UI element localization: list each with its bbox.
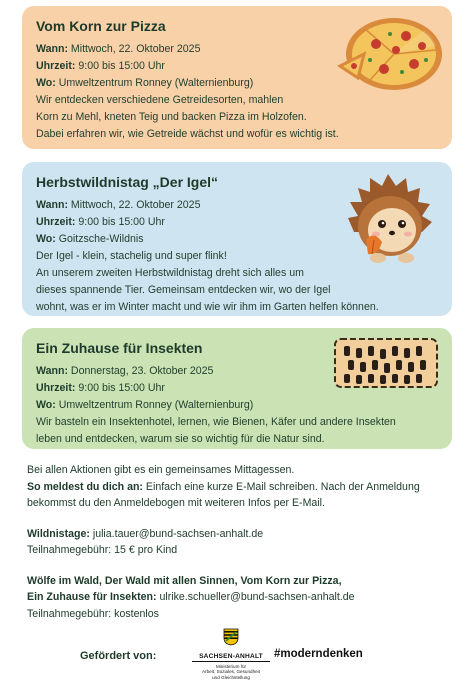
info-section [27,462,454,622]
wildnistage-contact: Wildnistage: julia.tauer@bund-sachsen-anhalt.de [27,527,264,540]
hedgehog-illustration [344,170,434,266]
event-card-pizza [22,6,452,149]
event-location: Wo: Umweltzentrum Ronney (Walternienburg) [36,399,254,411]
wild-email[interactable]: julia.tauer@bund-sachsen-anhalt.de [89,527,264,540]
insect-hotel-illustration [334,338,438,388]
logo-subtitle: Ministerium für Arbeit, Soziales, Gesundheit und Gleichstellung [202,664,260,680]
event-time: Uhrzeit: 9:00 bis 15:00 Uhr [36,60,165,72]
other-events-contact: Ein Zuhause für Insekten: ulrike.schueller@bund-sachsen-anhalt.de [27,591,355,603]
event-location: Wo: Umweltzentrum Ronney (Walternienburg) [36,77,254,89]
coat-of-arms-icon [223,628,239,646]
registration-info: So meldest du dich an: Einfach eine kurze E-Mail schreiben. Nach der Anmeldung [27,480,420,493]
registration-info-2: bekommst du den Anmeldebogen mit weiteren Infos per E-Mail. [27,497,325,509]
event-card-hedgehog [22,162,452,316]
lunch-note: Bei allen Aktionen gibt es ein gemeinsames Mittagessen. [27,464,295,476]
event-time: Uhrzeit: 9:00 bis 15:00 Uhr [36,382,165,394]
event-title: Vom Korn zur Pizza [36,18,166,34]
event-description: Der Igel - klein, stachelig und super flink! An unserem zweiten Herbstwildnistag dreht sich alles um dieses spannende Tier. Gemeinsam entdecken wir, wo der Igel wohnt, was er im Winter macht und wie wir ihm im Garten helfen können. [36,250,379,313]
event-title: Ein Zuhause für Insekten [36,340,203,356]
event-date: Wann: Mittwoch, 22. Oktober 2025 [36,43,201,55]
other-email[interactable]: ulrike.schueller@bund-sachsen-anhalt.de [156,591,355,603]
hashtag: #moderndenken [274,648,363,660]
event-title: Herbstwildnistag „Der Igel“ [36,174,219,190]
other-events-label: Wölfe im Wald, Der Wald mit allen Sinnen, Vom Korn zur Pizza, [27,574,342,587]
event-date: Wann: Mittwoch, 22. Oktober 2025 [36,199,201,211]
wildnistage-fee: Teilnahmegebühr: 15 € pro Kind [27,544,178,556]
event-description: Wir basteln ein Insektenhotel, lernen, wie Bienen, Käfer und andere Insekten leben und entdecken, warum sie so wichtig für die Natur sind. [36,416,396,445]
logo-name: SACHSEN-ANHALT [192,653,270,662]
sachsen-anhalt-logo [192,628,270,680]
pizza-illustration [336,14,444,94]
event-date: Wann: Donnerstag, 23. Oktober 2025 [36,365,214,377]
event-card-insects [22,328,452,449]
footer [0,620,474,690]
event-time: Uhrzeit: 9:00 bis 15:00 Uhr [36,216,165,228]
other-events-fee: Teilnahmegebühr: kostenlos [27,607,159,620]
funded-by-label: Gefördert von: [80,650,157,662]
event-description: Wir entdecken verschiedene Getreidesorten, mahlen Korn zu Mehl, kneten Teig und backen Pizza im Holzofen. Dabei erfahren wir, wie Getreide wächst und wofür es wichtig ist. [36,94,339,140]
event-location: Wo: Goitzsche-Wildnis [36,233,144,245]
